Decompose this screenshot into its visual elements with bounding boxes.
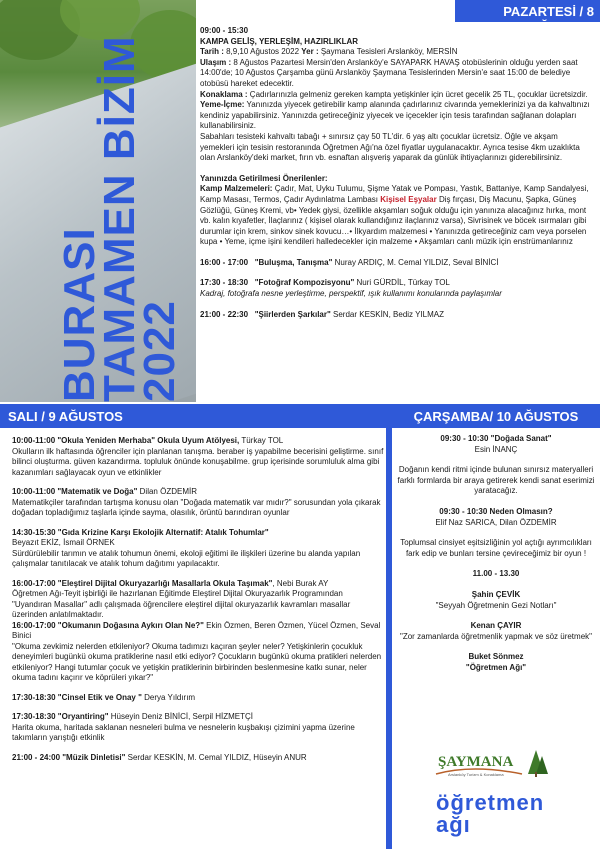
event-heading: 16:00-17:00 "Eleştirel Dijital Okuryazarlığı Masallarla Okula Taşımak" (12, 578, 273, 588)
speaker-name: Kenan ÇAYIR (470, 621, 522, 631)
monday-section (200, 26, 594, 320)
event-description: "Okuma zevkimiz nelerden etkileniyor? Okuma tadımızı kaçıran şeyler neler? Yetişkinlerin çocukluk deneyimleri bugünkü okuma pratiklerine nasıl etki ediyor? Çocukların bugünkü okuma pratikleri nelerden etkileniyor? Hangi tutumlar çocuk ve yetişkin pratiklerinin birbirinden beslenmesine katkı sunar, neler okuma tadını kaçırır ve köprüleri yıkar?" (12, 641, 382, 682)
food-more: Sabahları tesisteki kahvaltı tabağı + sınırsız çay 50 TL'dir. 6 yaş altı çocuklar ücretsiz. Öğle ve akşam yemekleri için tesisin restoranında Öğretmen Ağı'na özel fiyatlar uygulanacaktır. Ayrıca tesise 4km uzaklıkta olan Arslanköy'deki market, fırın vb. esnaftan alışveriş yaparak da günlük ihtiyaçlarınızı giderebilirsiniz. (200, 131, 580, 163)
transport-value: 8 Ağustos Pazartesi Mersin'den Arslanköy'e SAYAPARK HAVAŞ otobüslerinin olduğu yerden saat 14:00'de; 10 Ağustos Çarşamba günü Arslanköy Şaymana Tesislerinden Mersin'e saat 15:00 de belediye otobüsü hareket edecektir. (200, 57, 578, 88)
event-heading: 17:30-18:30 "Cinsel Etik ve Onay " (12, 692, 142, 702)
arrival-heading: KAMPA GELİŞ, YERLEŞİM, HAZIRLIKLAR (200, 36, 359, 46)
ogretmen-agi-logo (436, 792, 556, 836)
personal-value: Diş fırçası, Diş Macunu, Şapka, Güneş Gözlüğü, Güneş Kremi, vb• Yedek giysi, özellikle akşamları soğuk olduğu için yanınıza alacağınız hırka, mont vb. kalın kıyafetler, İlaçlarınız ( kişisel olarak kullandığınız ilaçlarınız varsa), Sivrisinek ve böcek ısırmaları gibi durumlar için krem, sinkov sinek kovucu…• İlkyardım malzemesi • Yanınızda getireceğiniz cam veya porselen kupa • Yeme, içme işini kendileri halledecekler için malzeme • Akşamları canlı müzik için enstrümanlarınız (200, 194, 587, 247)
event-heading: 09:30 - 10:30 "Doğada Sanat" (440, 434, 552, 443)
date-label: Tarih : (200, 47, 224, 57)
event-description: Öğretmen Ağı-Teyit işbirliği ile hazırlanan Eğitimde Eleştirel Dijital Okuryazarlık Programından "Uyandıran Masallar" adlı çalışmada öğrencilere eleştirel dijital okuryazarlık kavramları masallar üzerinden anlatılmaktadır. (12, 589, 351, 619)
event-heading: 17:30-18:30 "Oryantiring" (12, 712, 109, 721)
event-time: 17:30 - 18:30 (200, 278, 249, 288)
event-people: Hüseyin Deniz BİNİCİ, Serpil HİZMETÇİ (108, 712, 253, 721)
event-people: Nuray ARDIÇ, M. Cemal YILDIZ, Seval BİNİCİ (332, 257, 499, 267)
event-description: Harita okuma, haritada saklanan nesneleri bulma ve nesnelerin kuşbakışı çizimini yapma üzerine takımların yarıştığı etkinlik (12, 722, 355, 742)
event-heading: 10:00-11:00 "Okula Yeniden Merhaba" Okula Uyum Atölyesi, (12, 436, 240, 445)
event-time: 21:00 - 22:30 (200, 309, 249, 319)
speaker-talk: "Öğretmen Ağı" (465, 662, 527, 672)
tuesday-section (12, 436, 384, 763)
saymana-logo-graphic (432, 744, 552, 780)
wednesday-section (396, 434, 596, 674)
title-line-3: 2022 (135, 300, 184, 402)
event-description: Doğanın kendi ritmi içinde bulunan sınırsız materyalleri farklı formlarda bir araya getirerek kendi sanat eserimizi yaratacağız. (397, 465, 595, 496)
event-people: Serdar KESKİN, M. Cemal YILDIZ, Hüseyin ANUR (125, 752, 307, 762)
event-people: Dilan ÖZDEMİR (137, 487, 197, 496)
title-line-1: BURASI (55, 227, 104, 402)
event-description: Matematikçiler tarafından tartışma konusu olan "Doğada matematik var mıdır?" sorusundan yola çıkarak doğadan topladığımız taşlarla içinde sayma, olasılık, örüntü barındıran oyunlar (12, 497, 381, 517)
event-heading: 10:00-11:00 "Matematik ve Doğa" (12, 487, 138, 496)
event-people: Elif Naz SARICA, Dilan ÖZDEMİR (435, 517, 557, 527)
event-description: Toplumsal cinsiyet eşitsizliğinin yol açtığı ayrımcılıkları fark edip ve bunları tersine çevireceğimiz bir oyun ! (400, 538, 592, 558)
tuesday-header: SALI / 9 AĞUSTOS (0, 404, 386, 428)
event-people: , Nebi Burak AY (272, 578, 329, 588)
date-value: 8,9,10 Ağustos 2022 (223, 47, 302, 57)
saymana-logo (432, 744, 552, 780)
event-people: Serdar KESKİN, Bediz YILMAZ (330, 309, 445, 319)
event-time: 16:00 - 17:00 (200, 257, 249, 267)
event-heading: 14:30-15:30 "Gıda Krizine Karşı Ekolojik Alternatif: Atalık Tohumlar" (12, 527, 269, 537)
header-photo (0, 0, 196, 402)
title-line-2: TAMAMEN BİZİM (95, 35, 144, 402)
poster-title (55, 35, 196, 402)
event-title: "Buluşma, Tanışma" (254, 257, 333, 267)
event-heading: 16:00-17:00 "Okumanın Doğasına Aykırı Olan Ne?" (12, 620, 204, 630)
wednesday-header: ÇARŞAMBA/ 10 AĞUSTOS (392, 404, 600, 428)
bring-heading: Yanınızda Getirilmesi Önerilenler: (200, 173, 328, 183)
accommodation-label: Konaklama : (200, 89, 248, 99)
event-people: Nuri GÜRDİL, Türkay TOL (354, 278, 450, 288)
food-label: Yeme-İçme: (200, 100, 245, 110)
arrival-time: 09:00 - 15:30 (200, 26, 249, 35)
column-divider (386, 404, 392, 849)
logo-line-1: öğretmen (436, 790, 545, 815)
saymana-sub: Arslanköy Turizm & Konaklama (448, 772, 504, 777)
event-title: "Fotoğraf Kompozisyonu" (254, 278, 355, 288)
event-heading: 21:00 - 24:00 "Müzik Dinletisi" (12, 752, 126, 762)
event-people: Türkay TOL (239, 436, 284, 445)
saymana-name: ŞAYMANA (438, 754, 514, 770)
event-description: Sürdürülebilir tarımın ve atalık tohumun önemi, ekoloji eğitimi ile ilişkileri üzerine bu alanda yapılan çalışmalar tanıtılacak ve atalık tohum dağıtımı yapılacaktır. (12, 548, 361, 568)
food-value: Yanınızda yiyecek getirebilir kamp alanında çadırlarınız civarında yemeklerinizi ya da kahvaltınızı kendiniz yapabilirsiniz. Yanınızda getireceğiniz yiyecek ve içecekler için tesis tarafından sağlanan dolapları kullanabilirsiniz. (200, 100, 590, 131)
talks-time: 11.00 - 13.30 (472, 569, 520, 579)
speaker-name: Buket Sönmez (468, 652, 524, 662)
event-people: Ekin Özmen, Beren Özmen, Yücel Özmen, Seval Binici (12, 620, 381, 640)
logo-line-2: ağı (436, 812, 471, 837)
transport-label: Ulaşım : (200, 57, 232, 67)
personal-label: Kişisel Eşyalar (380, 194, 437, 204)
event-people: Derya Yıldırım (141, 692, 196, 702)
event-description: Kadraj, fotoğrafa nesne yerleştirme, perspektif, ışık kullanımı konularında paylaşımlar (200, 289, 502, 299)
speaker-talk: "Zor zamanlarda öğretmenlik yapmak ve söz üretmek" (400, 631, 592, 641)
speaker-talk: "Seyyah Öğretmenin Gezi Notları" (435, 600, 557, 610)
monday-header: PAZARTESİ / 8 AĞUSTOS (455, 0, 600, 22)
event-heading: 09:30 - 10:30 Neden Olmasın? (439, 506, 553, 516)
place-label: Yer : (301, 47, 319, 57)
event-title: "Şiirlerden Şarkılar" (254, 309, 331, 319)
camp-gear-value: Çadır, Mat, Uyku Tulumu, Şişme Yatak ve Pompası, Yastık, Battaniye, Kamp Sandalyesi, Kamp Masası, Termos, Çadır Aydınlatma Lambası (200, 184, 589, 204)
accommodation-value: Çadırlarınızla gelmeniz gereken kampta yetişkinler için ücret gecelik 25 TL, çocuklar ücretsizdir. (247, 89, 588, 99)
place-value: Şaymana Tesisleri Arslanköy, MERSİN (318, 47, 458, 57)
camp-gear-label: Kamp Malzemeleri: (200, 184, 273, 194)
event-description: Okulların ilk haftasında öğrenciler için planlanan tanışma. beraber iş yapabilme becerisini geliştirme. sınıf bilinci oluşturma. güven kazandırma. topluluk önünde konuşabilme. grup içerisinde sorumluluk alma gibi kazanımları sağlayacak oyun ve etkinlikler (12, 446, 384, 477)
event-people: Esin İNANÇ (474, 444, 518, 454)
speaker-name: Şahin ÇEVİK (471, 589, 521, 599)
event-people: Beyazıt EKİZ, İsmail ÖRNEK (12, 538, 115, 547)
